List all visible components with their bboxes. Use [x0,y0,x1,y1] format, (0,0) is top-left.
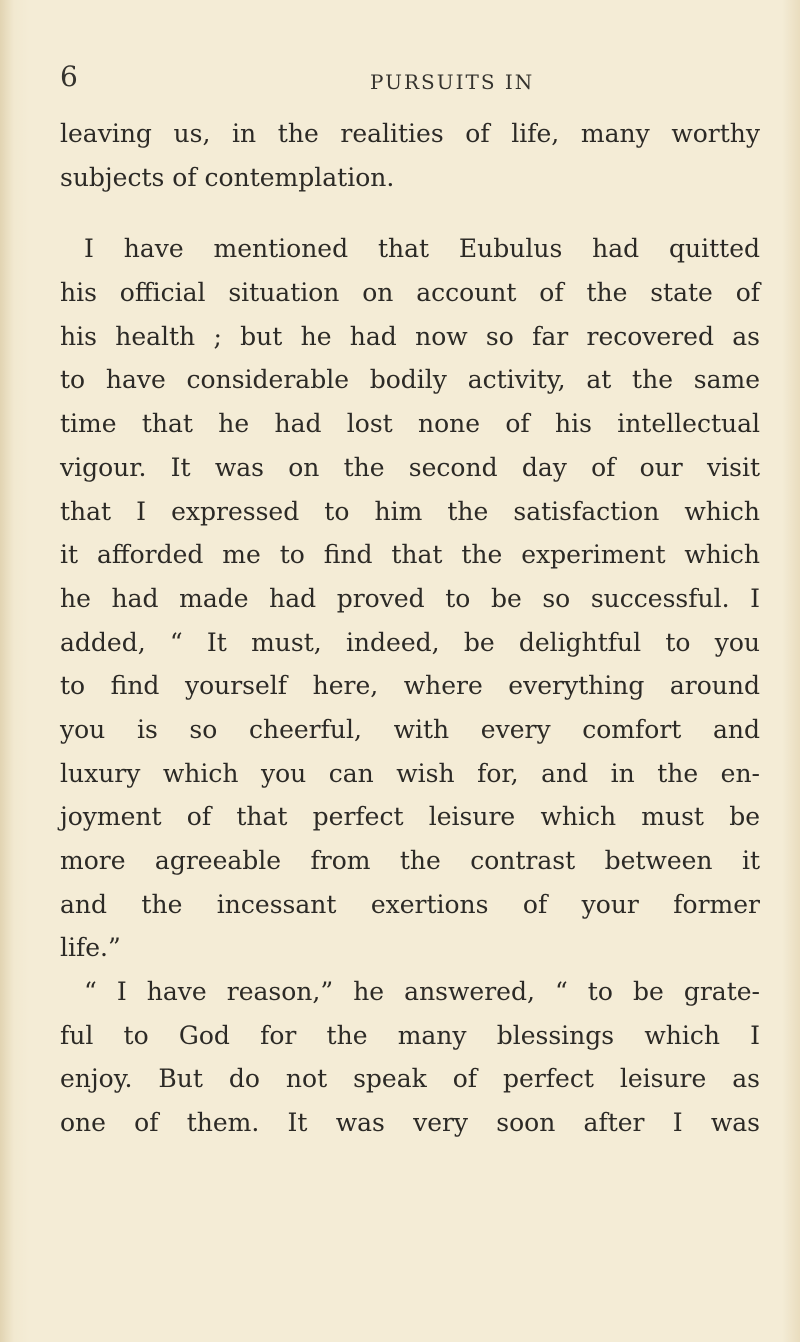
text-line: vigour. It was on the second day of our visit [60,452,760,482]
text-line: I have mentioned that Eubulus had quitted [84,234,760,264]
text-line: he had made had proved to be so successful. I [60,583,760,613]
text-line: more agreeable from the contrast between it [60,846,760,875]
text-line: subjects of contemplation. [60,162,395,192]
text-line: time that he had lost none of his intellectual [60,409,760,439]
text-line: luxury which you can wish for, and in the en- [60,758,760,788]
body-text [60,112,760,1145]
paragraph [60,970,760,1145]
page-number: 6 [60,60,78,93]
text-line: to find yourself here, where everything around [60,671,760,701]
text-line: it afforded me to find that the experiment which [60,540,760,570]
text-line: that I expressed to him the satisfaction which [60,496,760,526]
text-line: leaving us, in the realities of life, many worthy [60,119,760,148]
text-line: to have considerable bodily activity, at the same [60,365,760,395]
text-line: life.” [60,933,121,963]
text-line: added, “ It must, indeed, be delightful to you [60,627,760,657]
running-head: PURSUITS IN [370,70,535,94]
text-line: one of them. It was very soon after I was [60,1108,760,1138]
text-line: his official situation on account of the state of [60,278,760,308]
text-line: ful to God for the many blessings which I [60,1020,760,1050]
text-line: “ I have reason,” he answered, “ to be grate- [84,977,760,1007]
page-header [0,60,800,100]
text-line: and the incessant exertions of your former [60,889,760,919]
text-line: you is so cheerful, with every comfort and [60,714,760,744]
text-line: enjoy. But do not speak of perfect leisure as [60,1064,760,1094]
paragraph [60,227,760,970]
paragraph [60,112,760,199]
text-line: joyment of that perfect leisure which must be [60,802,760,832]
text-line: his health ; but he had now so far recovered as [60,321,760,351]
